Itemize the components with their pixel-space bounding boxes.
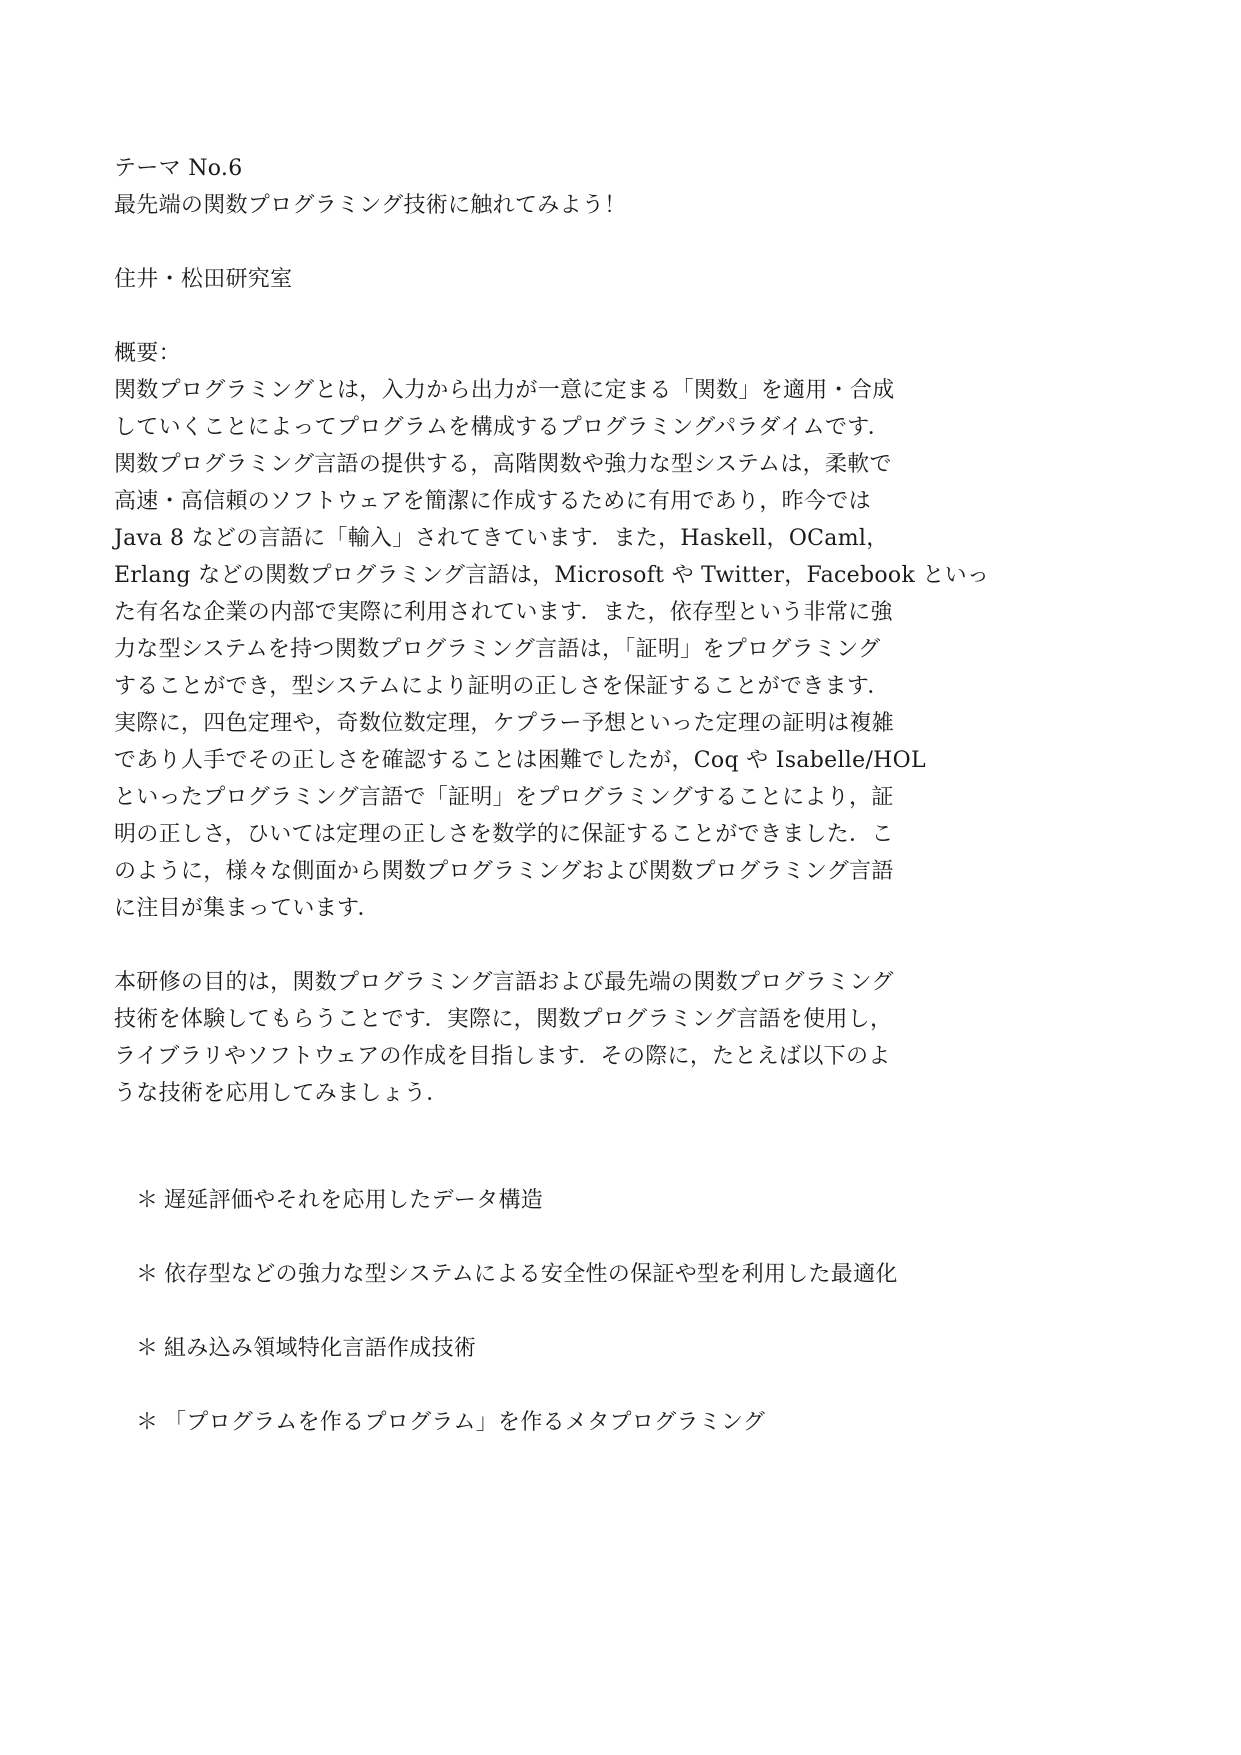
- spacer: [114, 298, 1054, 335]
- list-item: [136, 1256, 1054, 1293]
- paragraph-line: 明の正しさ，ひいては定理の正しさを数学的に保証することができました．こ: [114, 822, 894, 847]
- paragraph-line: Erlang などの関数プログラミング言語は，Microsoft や Twitter，Facebook といっ: [114, 563, 990, 588]
- document-page: [114, 150, 1054, 1478]
- paragraph-line: 高速・高信頼のソフトウェアを簡潔に作成するために有用であり，昨今では: [114, 489, 871, 514]
- paragraph-line: 関数プログラミングとは，入力から出力が一意に定まる「関数」を適用・合成: [114, 378, 895, 403]
- paragraph-line: のように，様々な側面から関数プログラミングおよび関数プログラミング言語: [114, 859, 894, 884]
- paragraph-line: 本研修の目的は，関数プログラミング言語および最先端の関数プログラミング: [114, 970, 894, 995]
- paragraph-line: であり人手でその正しさを確認することは困難でしたが，Coq や Isabelle/HOL: [114, 748, 926, 773]
- paragraph-line: することができ，型システムにより証明の正しさを保証することができます．: [114, 674, 890, 699]
- spacer: [114, 224, 1054, 261]
- list-item-text: 組み込み領域特化言語作成技術: [164, 1336, 477, 1361]
- bullet-mark: ＊: [136, 1188, 159, 1213]
- paragraph-line: うな技術を応用してみましょう．: [114, 1081, 449, 1106]
- paragraph-line: 実際に，四色定理や，奇数位数定理，ケプラー予想といった定理の証明は複雑: [114, 711, 895, 736]
- list-item: [136, 1404, 1054, 1441]
- list-item: [136, 1330, 1054, 1367]
- theme-number: テーマ No.6: [114, 156, 243, 181]
- paragraph-line: ライブラリやソフトウェアの作成を目指します．その際に，たとえば以下のよ: [114, 1044, 891, 1069]
- document-title: 最先端の関数プログラミング技術に触れてみよう！: [114, 193, 627, 218]
- lab-name: 住井・松田研究室: [114, 267, 293, 292]
- list-item: [136, 1182, 1054, 1219]
- paragraph-line: 関数プログラミング言語の提供する，高階関数や強力な型システムは，柔軟で: [114, 452, 892, 477]
- list-item-text: 「プログラムを作るプログラム」を作るメタプログラミング: [164, 1410, 766, 1435]
- bullet-mark: ＊: [136, 1262, 159, 1287]
- paragraph-line: た有名な企業の内部で実際に利用されています．また，依存型という非常に強: [114, 600, 893, 625]
- list-item-text: 遅延評価やそれを応用したデータ構造: [164, 1188, 544, 1213]
- spacer: [114, 927, 1054, 964]
- summary-heading: 概要：: [114, 341, 181, 366]
- summary-paragraph-2: [114, 964, 1054, 1112]
- paragraph-line: していくことによってプログラムを構成するプログラミングパラダイムです．: [114, 415, 891, 440]
- bullet-mark: ＊: [136, 1410, 159, 1435]
- paragraph-line: といったプログラミング言語で「証明」をプログラミングすることにより，証: [114, 785, 894, 810]
- paragraph-line: に注目が集まっています．: [114, 896, 380, 921]
- paragraph-line: Java 8 などの言語に「輸入」されてきています．また，Haskell，OCaml，: [114, 526, 889, 551]
- technique-list: [136, 1182, 1054, 1441]
- list-item-text: 依存型などの強力な型システムによる安全性の保証や型を利用した最適化: [164, 1262, 898, 1287]
- spacer: [114, 1112, 1054, 1182]
- summary-paragraph-1: [114, 372, 1054, 927]
- paragraph-line: 力な型システムを持つ関数プログラミング言語は，「証明」をプログラミング: [114, 637, 881, 662]
- bullet-mark: ＊: [136, 1336, 159, 1361]
- paragraph-line: 技術を体験してもらうことです．実際に，関数プログラミング言語を使用し，: [114, 1007, 893, 1032]
